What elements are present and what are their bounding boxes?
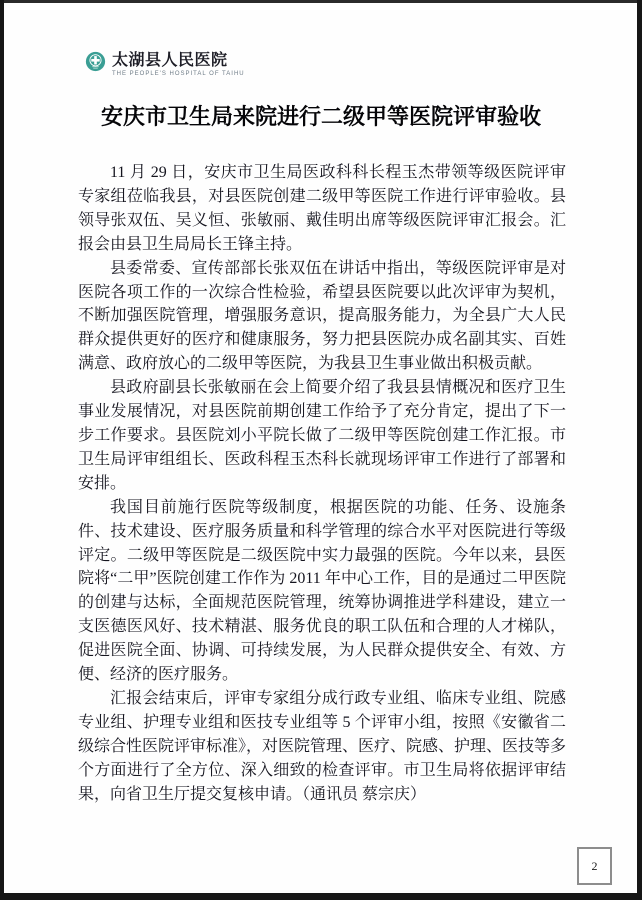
page-number-box bbox=[577, 847, 612, 885]
article-paragraph-3: 县政府副县长张敏丽在会上简要介绍了我县县情概况和医疗卫生事业发展情况，对县医院前期创建工作给予了充分肯定，提出了下一步工作要求。县医院刘小平院长做了二级甲等医院创建工作汇报。市卫生局评审组组长、医政科程玉杰科长就现场评审工作进行了部署和安排。 bbox=[78, 379, 566, 492]
article-body bbox=[78, 161, 566, 806]
page-number: 2 bbox=[591, 858, 598, 873]
scan-edge-top bbox=[0, 0, 642, 3]
scan-edge-left bbox=[0, 0, 4, 900]
article-paragraph-1: 11 月 29 日，安庆市卫生局医政科科长程玉杰带领等级医院评审专家组莅临我县，对县医院创建二级甲等医院工作进行评审验收。县领导张双伍、吴义恒、张敏丽、戴佳明出席等级医院评审汇报会。汇报会由县卫生局局长王锋主持。 bbox=[78, 164, 566, 253]
article-paragraph-2: 县委常委、宣传部部长张双伍在讲话中指出，等级医院评审是对医院各项工作的一次综合性检验，希望县医院要以此次评审为契机，不断加强医院管理，增强服务意识，提高服务能力，为全县广大人民群众提供更好的医疗和健康服务，努力把县医院办成名副其实、百姓满意、政府放心的二级甲等医院，为我县卫生事业做出积极贡献。 bbox=[78, 259, 566, 373]
hospital-logo bbox=[85, 50, 245, 77]
article-paragraph-4: 我国目前施行医院等级制度，根据医院的功能、任务、设施条件、技术建设、医疗服务质量和科学管理的综合水平对医院进行等级评定。二级甲等医院是二级医院中实力最强的医院。今年以来，县医院将“二甲”医院创建工作作为 2011 年中心工作，目的是通过二甲医院的创建与达标，全面规范医院管理，统筹协调推进学科建设，建立一支医德医风好、技术精湛、服务优良的职工队伍和合理的人才梯队，促进医院全面、协调、可持续发展，为人民群众提供安全、有效、方便、经济的医疗服务。 bbox=[78, 498, 566, 684]
article-paragraph-5: 汇报会结束后，评审专家组分成行政专业组、临床专业组、院感专业组、护理专业组和医技专业组等 5 个评审小组，按照《安徽省二级综合性医院评审标准》，对医院管理、医疗、院感、护理、医技等多个方面进行了全方位、深入细致的检查评审。市卫生局将依据评审结果，向省卫生厅提交复核申请。（通讯员 蔡宗庆） bbox=[78, 689, 567, 803]
hospital-name-en: THE PEOPLE'S HOSPITAL OF TAIHU bbox=[112, 71, 245, 77]
scan-edge-right bbox=[637, 0, 642, 900]
scan-edge-bottom bbox=[0, 893, 642, 900]
article-title: 安庆市卫生局来院进行二级甲等医院评审验收 bbox=[100, 104, 541, 129]
hospital-logo-text bbox=[112, 50, 245, 77]
hospital-emblem-icon bbox=[85, 51, 106, 72]
hospital-name-zh: 太湖县人民医院 bbox=[112, 52, 228, 69]
